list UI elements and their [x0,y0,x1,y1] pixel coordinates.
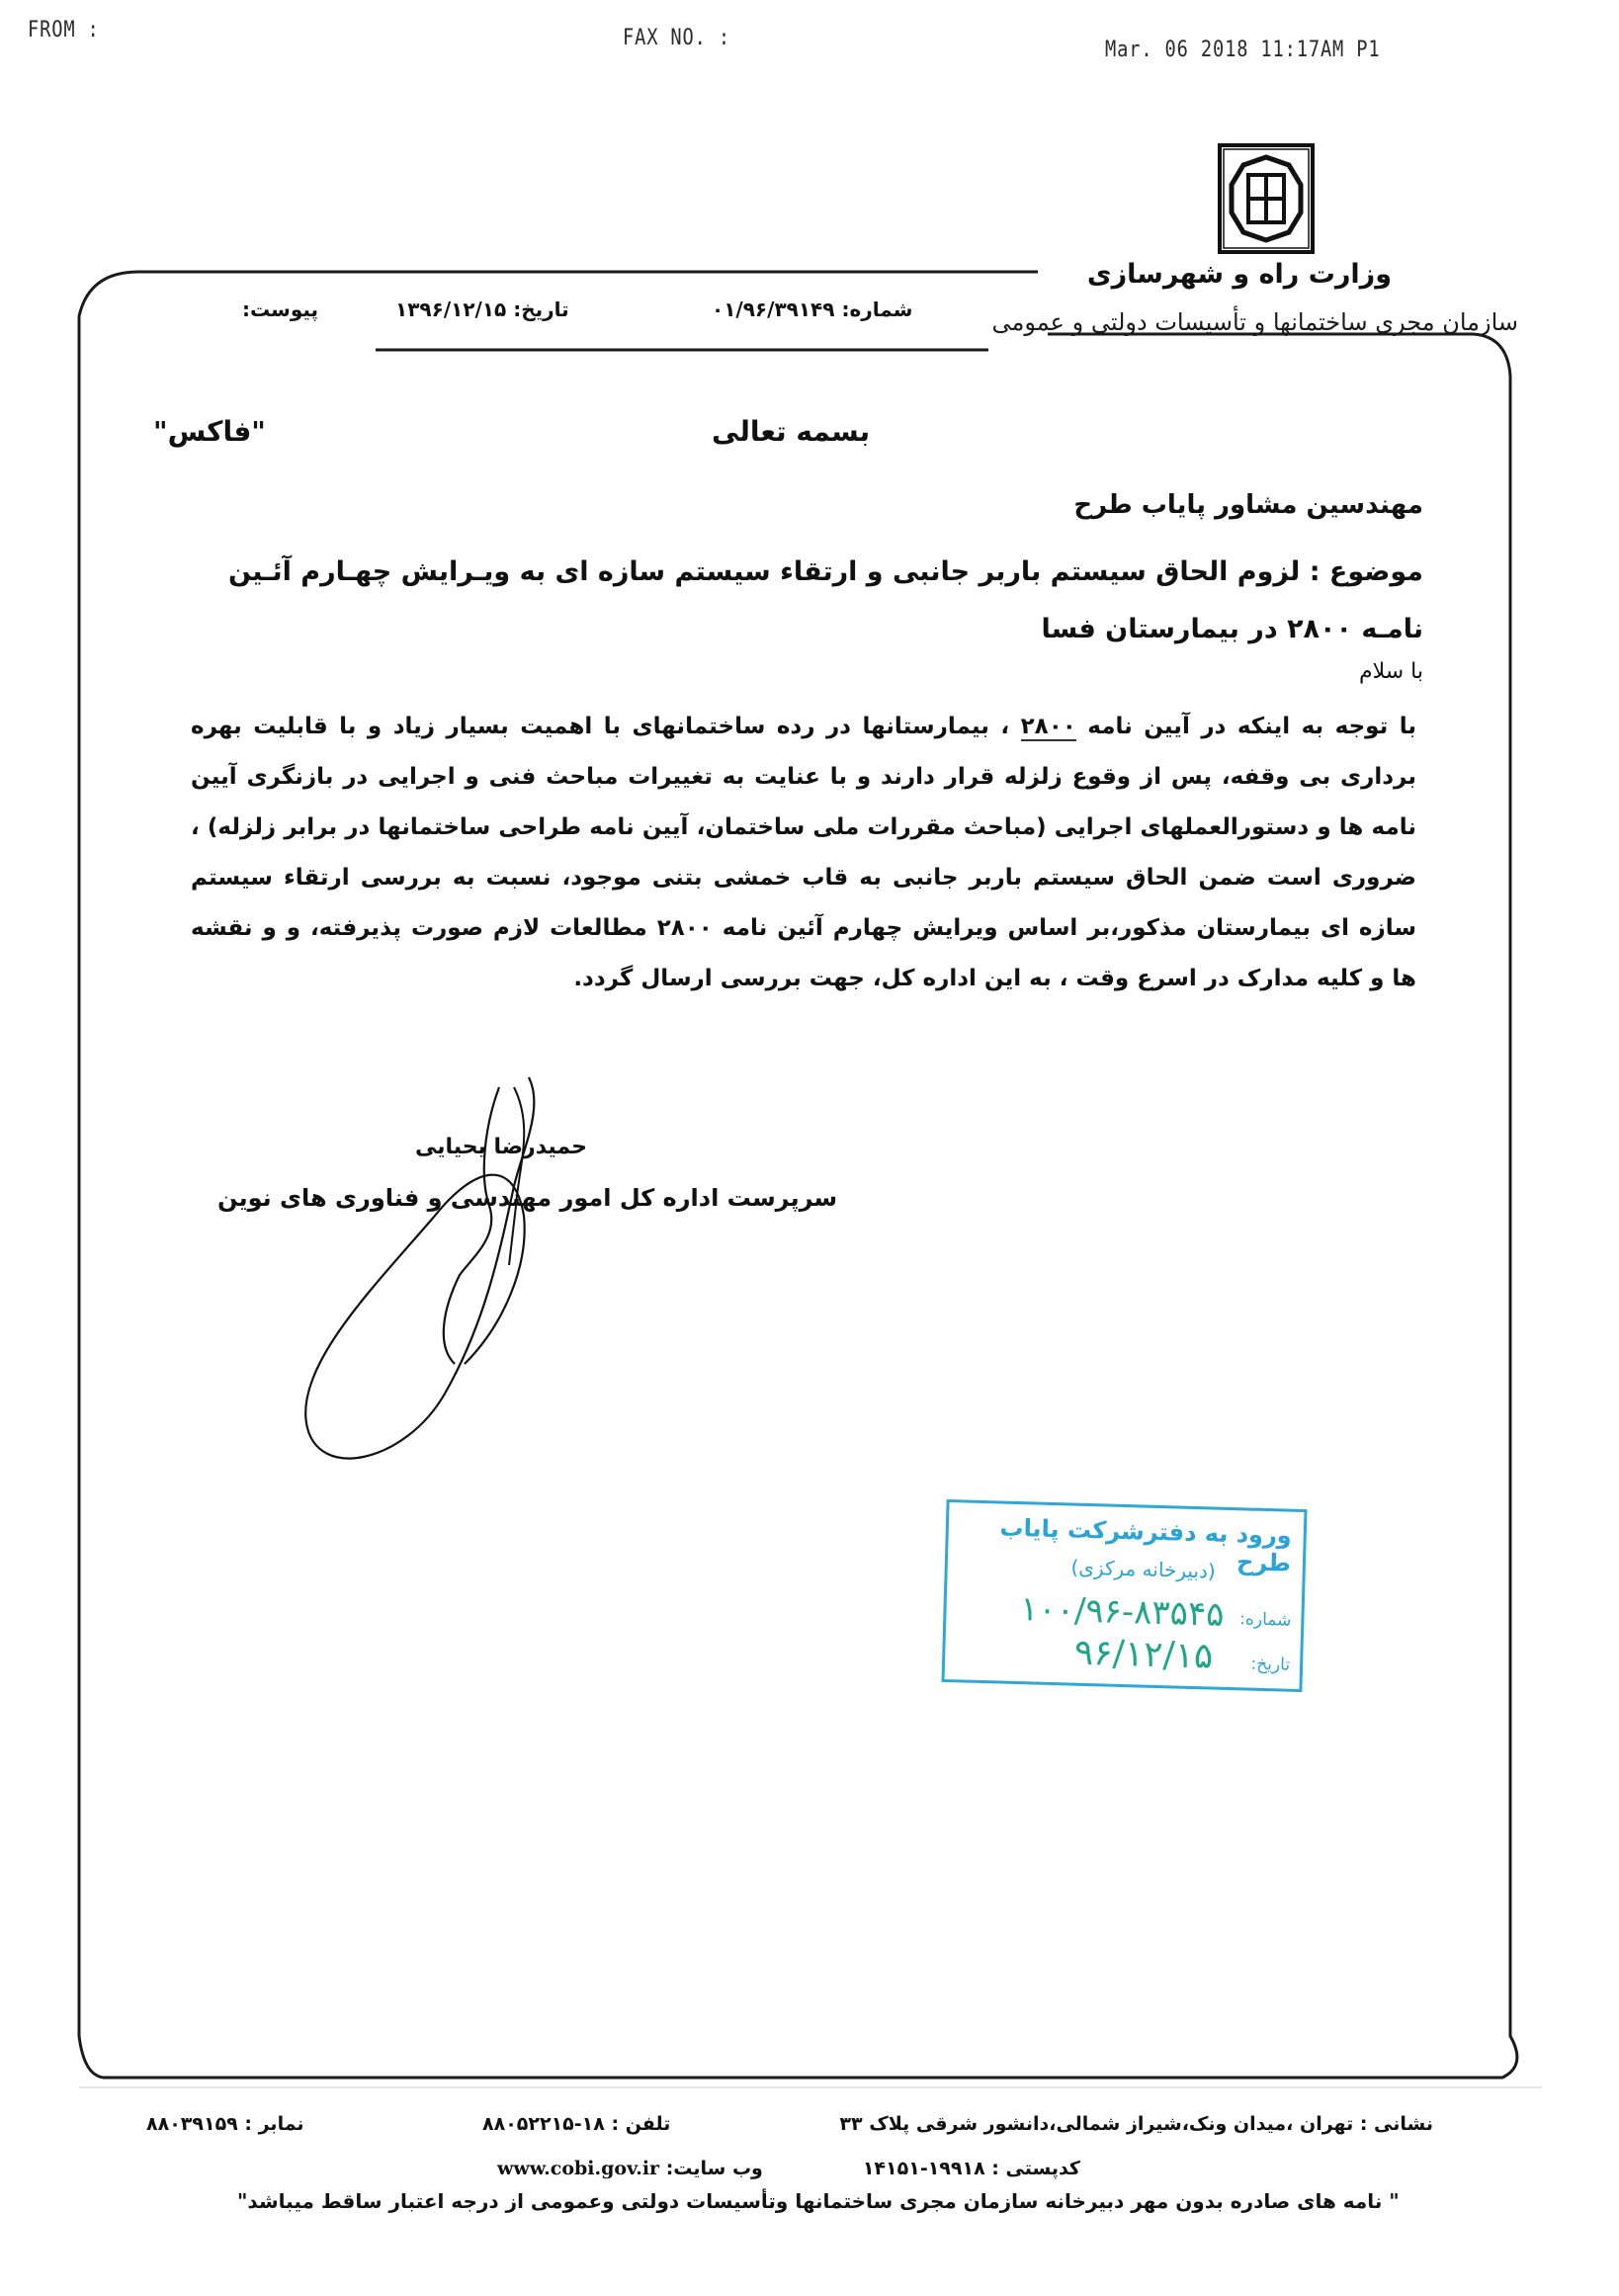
greeting: با سلام [1358,659,1423,684]
footer-address: نشانی : تهران ،میدان ونک،شیراز شمالی،دانشور شرقی پلاک ۳۳ [839,2113,1433,2135]
website-link[interactable]: www.cobi.gov.ir [497,2158,660,2179]
received-stamp [941,1499,1307,1692]
stamp-date-value: ۹۶/۱۲/۱۵ [1073,1632,1214,1677]
ministry-name: وزارت راه و شهرسازی [1086,259,1392,290]
basmala-heading: بسمه تعالی [712,415,871,448]
fax-label: "فاکس" [153,415,266,448]
subject: موضوع : لزوم الحاق سیستم باربر جانبی و ارتقاء سیستم سازه ای به ویـرایش چهـارم آئـین نامـه ۲۸۰۰ در بیمارستان فسا [227,556,1423,644]
ministry-emblem-icon [1218,143,1315,254]
signer-name: حمیدرضا یحیایی [415,1135,588,1159]
website-label: وب سایت: [665,2158,763,2179]
fax-number-label: FAX NO. : [623,26,730,50]
letter-number-label: شماره: [841,298,913,321]
fax-timestamp: Mar. 06 2018 11:17AM P1 [1105,38,1381,62]
footer-validity-note: " نامه های صادره بدون مهر دبیرخانه سازمان مجری ساختمانها وتأسیسات دولتی وعمومی از درجه اعتبار ساقط میباشد" [237,2189,1400,2213]
footer-phone: تلفن : ۱۸-۸۸۰۵۲۲۱۵ [482,2113,671,2135]
body-part-1: با توجه به اینکه در آیین نامه [1075,714,1416,739]
stamp-title: ورود به دفترشرکت پایاب طرح [999,1513,1293,1577]
letter-date-value: ۱۳۹۶/۱۲/۱۵ [395,298,507,321]
stamp-number-label: شماره: [1238,1609,1292,1631]
fax-from-label: FROM : [28,18,100,43]
organization-name: سازمان مجری ساختمانها و تأسیسات دولتی و عمومی [991,308,1518,336]
letter-attachment-label: پیوست: [242,298,319,321]
body-underlined-code: ۲۸۰۰ [1020,714,1076,739]
letter-date [395,298,569,321]
footer-website [497,2158,763,2179]
stamp-date-label: تاریخ: [1250,1654,1291,1675]
body-part-2: ، بیمارستانها در رده ساختمانهای با اهمیت بسیار زیاد و با قابلیت بهره برداری بی وقفه، پس از وقوع زلزله قرار دارند و با عنایت به تغییرات مباحث فنی و اجرایی در بازنگری آیین نامه ها و دستورالعملهای اجرایی (مباحث مقررات ملی ساختمان، آیین نامه طراحی ساختمانها در برابر زلزله) ، ضروری است ضمن الحاق سیستم باربر جانبی به قاب خمشی بتنی موجود، نسبت به بررسی ارتقاء سیستم سازه ای بیمارستان مذکور،بر اساس ویرایش چهارم آئین نامه ۲۸۰۰ مطالعات لازم صورت پذیرفته، و و نقشه ها و کلیه مدارک در اسرع وقت ، به این اداره کل، جهت بررسی ارسال گردد. [191,714,1417,991]
letter-number-value: ۰۱/۹۶/۳۹۱۴۹ [712,298,835,321]
recipient: مهندسین مشاور پایاب طرح [1073,490,1423,520]
handwritten-signature-icon [287,1067,642,1483]
letter-body [191,702,1416,1004]
stamp-number-value: ۱۰۰/۹۶-۸۳۵۴۵ [1019,1589,1226,1635]
letter-date-label: تاریخ: [513,298,569,321]
letter-number [712,298,912,321]
footer-fax: نمابر : ۸۸۰۳۹۱۵۹ [146,2113,304,2135]
footer-postal-code: کدپستی : ۱۹۹۱۸-۱۴۱۵۱ [862,2158,1080,2179]
stamp-subtitle: (دبیرخانه مرکزی) [1070,1555,1217,1583]
signer-title: سرپرست اداره کل امور مهندسی و فناوری های نوین [217,1184,838,1212]
